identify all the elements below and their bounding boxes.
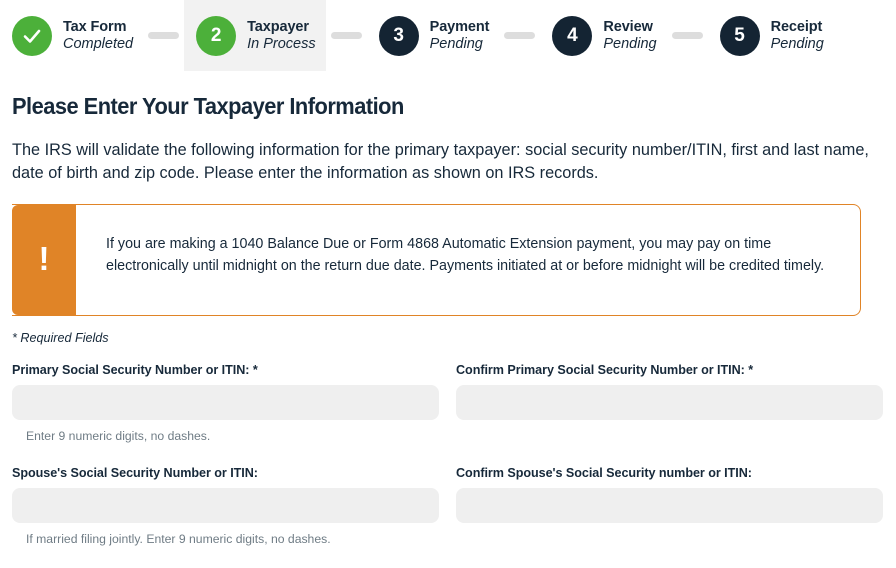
spouse-ssn-help: If married filing jointly. Enter 9 numeric digits, no dashes. — [26, 532, 331, 547]
confirm-primary-ssn-label: Confirm Primary Social Security Number or ITIN: * — [456, 363, 754, 378]
step-5-title: Receipt — [770, 19, 823, 36]
step-connector-4 — [672, 32, 703, 39]
step-2-title: Taxpayer — [247, 19, 309, 36]
primary-ssn-input[interactable] — [12, 385, 439, 420]
primary-ssn-help: Enter 9 numeric digits, no dashes. — [26, 429, 211, 444]
alert-message: If you are making a 1040 Balance Due or Form 4868 Automatic Extension payment, you may pay on time electronically until midnight on the return due date. Payments initiated at or before midnight will be credited timely. — [106, 236, 825, 274]
main-content — [0, 93, 896, 548]
step-connector-3 — [504, 32, 535, 39]
step-3-status: Pending — [429, 35, 483, 52]
step-connector-1 — [148, 32, 179, 39]
step-connector-2 — [331, 32, 362, 39]
field-confirm-primary-ssn — [456, 363, 896, 445]
spouse-ssn-label: Spouse's Social Security Number or ITIN: — [12, 466, 258, 481]
step-5-status: Pending — [770, 35, 824, 52]
progress-stepper — [0, 0, 896, 71]
step-review[interactable] — [540, 0, 666, 71]
page-title: Please Enter Your Taxpayer Information — [12, 93, 404, 119]
step-2-status: In Process — [247, 35, 316, 52]
taxpayer-form — [12, 363, 884, 548]
step-3-title: Payment — [429, 19, 490, 36]
field-confirm-spouse-ssn — [456, 466, 896, 548]
step-3-bullet: 3 — [379, 16, 419, 56]
required-fields-note: * Required Fields — [12, 331, 109, 346]
check-icon — [21, 25, 43, 47]
confirm-primary-ssn-input[interactable] — [456, 385, 883, 420]
step-5-bullet: 5 — [720, 16, 760, 56]
form-row-divider — [12, 445, 896, 466]
exclamation-icon: ! — [12, 205, 76, 315]
confirm-spouse-ssn-label: Confirm Spouse's Social Security number or ITIN: — [456, 466, 752, 481]
step-4-status: Pending — [603, 35, 657, 52]
step-taxpayer[interactable] — [184, 0, 326, 71]
step-payment[interactable] — [367, 0, 500, 71]
step-1-bullet — [12, 16, 52, 56]
confirm-spouse-ssn-input[interactable] — [456, 488, 883, 523]
intro-paragraph: The IRS will validate the following information for the primary taxpayer: social security number/ITIN, first and last name, date of birth and zip code. Please enter the information as shown on IRS records. — [12, 141, 869, 183]
step-1-title: Tax Form — [63, 19, 127, 36]
step-4-title: Review — [603, 19, 653, 36]
field-spouse-ssn — [12, 466, 452, 548]
step-4-bullet: 4 — [552, 16, 592, 56]
spouse-ssn-input[interactable] — [12, 488, 439, 523]
primary-ssn-label: Primary Social Security Number or ITIN: * — [12, 363, 258, 378]
step-tax-form[interactable] — [0, 0, 143, 71]
field-primary-ssn — [12, 363, 452, 445]
step-1-status: Completed — [63, 35, 134, 52]
step-receipt[interactable] — [708, 0, 834, 71]
warning-alert — [12, 204, 861, 316]
step-2-bullet: 2 — [196, 16, 236, 56]
